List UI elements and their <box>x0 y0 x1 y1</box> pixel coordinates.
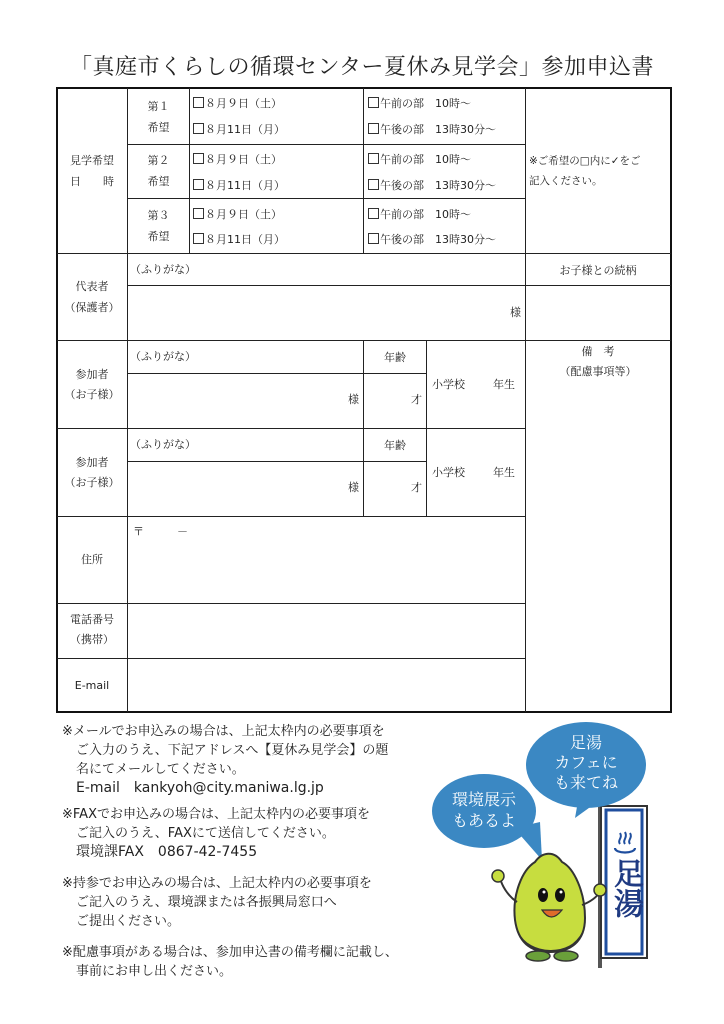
checkbox-icon[interactable] <box>193 208 204 219</box>
checkbox-icon[interactable] <box>368 153 379 164</box>
participant-1-furigana: （ふりがな） <box>130 350 196 363</box>
fax-number: 環境課FAX 0867-42-7455 <box>76 844 258 860</box>
participant-2-honorific: 様 <box>348 481 359 494</box>
checkbox-icon[interactable] <box>193 123 204 134</box>
participant-1-label-sub: （お子様） <box>64 388 120 401</box>
representative-honorific: 様 <box>510 306 521 319</box>
participant-1-grade: 年生 <box>493 378 515 391</box>
choice-1-date-1[interactable]: ８月９日（土） <box>193 97 282 109</box>
participant-2-furigana: （ふりがな） <box>130 438 196 451</box>
choice-2-time-1[interactable]: 午前の部 10時～ <box>368 153 471 165</box>
relation-field[interactable] <box>526 286 670 339</box>
foot-bath-cafe-bubble: 足湯 カフェに も来てね <box>526 722 646 808</box>
remarks-label: 備 考 <box>581 345 615 358</box>
hot-spring-icon <box>611 828 639 854</box>
choice-2-date-2[interactable]: ８月11日（月） <box>193 179 285 191</box>
checkbox-icon[interactable] <box>368 233 379 244</box>
checkbox-icon[interactable] <box>193 153 204 164</box>
choice-3-time-2[interactable]: 午後の部 13時30分～ <box>368 233 496 245</box>
email-submission-note: ※メールでお申込みの場合は、上記太枠内の必要事項を ご入力のうえ、下記アドレスへ【夏休み見学会】の題 名にてメールしてください。 E-mail kankyoh@city.maniwa.lg.jp <box>62 724 389 796</box>
in-person-submission-note: ※持参でお申込みの場合は、上記太枠内の必要事項を ご記入のうえ、環境課または各振興局窓口へ ご提出ください。 <box>62 876 372 929</box>
consideration-note: ※配慮事項がある場合は、参加申込書の備考欄に記載し、 事前にお申し出ください。 <box>62 945 398 979</box>
choice-2-label-sub: 希望 <box>147 175 170 188</box>
participant-1-age-unit: 才 <box>411 393 422 406</box>
phone-label-sub: （携帯） <box>70 633 114 646</box>
choice-1-time-1[interactable]: 午前の部 10時～ <box>368 97 471 109</box>
choice-1-date-2[interactable]: ８月11日（月） <box>193 123 285 135</box>
relation-label: お子様との続柄 <box>559 264 637 277</box>
choice-2-time-2[interactable]: 午後の部 13時30分～ <box>368 179 496 191</box>
address-field[interactable] <box>129 517 524 602</box>
checkbox-icon[interactable] <box>368 97 379 108</box>
participant-2-school: 小学校 <box>432 466 465 479</box>
participant-1-age-label: 年齢 <box>384 351 406 364</box>
choice-1-label-sub: 希望 <box>147 121 170 134</box>
choice-3-date-2[interactable]: ８月11日（月） <box>193 233 285 245</box>
address-label: 住所 <box>81 553 103 566</box>
choice-2-date-1[interactable]: ８月９日（土） <box>193 153 282 165</box>
environment-exhibit-bubble: 環境展示 もあるよ <box>432 774 536 848</box>
fax-submission-note: ※FAXでお申込みの場合は、上記太枠内の必要事項を ご記入のうえ、FAXにて送信してください。 環境課FAX 0867-42-7455 <box>62 807 370 860</box>
participant-2-age-unit: 才 <box>411 481 422 494</box>
representative-label-sub: （保護者） <box>64 301 120 314</box>
banner-text: 足湯 <box>608 858 643 918</box>
checkbox-icon[interactable] <box>368 208 379 219</box>
schedule-label: 見学希望 <box>70 154 114 167</box>
choice-1-time-2[interactable]: 午後の部 13時30分～ <box>368 123 496 135</box>
remarks-sub: （配慮事項等） <box>559 365 637 378</box>
participant-2-age-label: 年齢 <box>384 439 406 452</box>
checkbox-icon[interactable] <box>193 97 204 108</box>
representative-label: 代表者 <box>75 280 109 293</box>
checkbox-icon[interactable] <box>193 233 204 244</box>
email-field[interactable] <box>129 659 524 710</box>
checkbox-icon[interactable] <box>193 179 204 190</box>
email-label: E-mail <box>74 679 110 692</box>
phone-label: 電話番号 <box>70 613 114 626</box>
mascot-illustration <box>430 720 680 980</box>
representative-furigana: （ふりがな） <box>130 263 196 276</box>
schedule-instruction: ※ご希望の□内に✓をご <box>529 155 641 167</box>
choice-3-date-1[interactable]: ８月９日（土） <box>193 208 282 220</box>
choice-3-time-1[interactable]: 午前の部 10時～ <box>368 208 471 220</box>
participant-2-grade: 年生 <box>493 466 515 479</box>
participant-2-name-field[interactable] <box>129 462 362 515</box>
phone-field[interactable] <box>129 604 524 657</box>
choice-2-label: 第２ <box>147 154 170 167</box>
postal-code: 〒 － <box>133 525 188 538</box>
schedule-instruction-sub: 記入ください。 <box>529 175 603 187</box>
participant-1-name-field[interactable] <box>129 374 362 427</box>
participant-1-label: 参加者 <box>75 368 109 381</box>
participant-1-school: 小学校 <box>432 378 465 391</box>
checkbox-icon[interactable] <box>368 179 379 190</box>
representative-name-field[interactable] <box>129 286 524 339</box>
choice-3-label-sub: 希望 <box>147 230 170 243</box>
choice-3-label: 第３ <box>147 209 170 222</box>
email-address[interactable]: E-mail kankyoh@city.maniwa.lg.jp <box>76 780 324 796</box>
participant-2-label: 参加者 <box>75 456 109 469</box>
participant-1-honorific: 様 <box>348 393 359 406</box>
page-title: 「真庭市くらしの循環センター夏休み見学会」参加申込書 <box>69 55 655 80</box>
choice-1-label: 第１ <box>147 100 170 113</box>
checkbox-icon[interactable] <box>368 123 379 134</box>
participant-2-label-sub: （お子様） <box>64 476 120 489</box>
schedule-label-sub: 日 時 <box>70 175 114 188</box>
